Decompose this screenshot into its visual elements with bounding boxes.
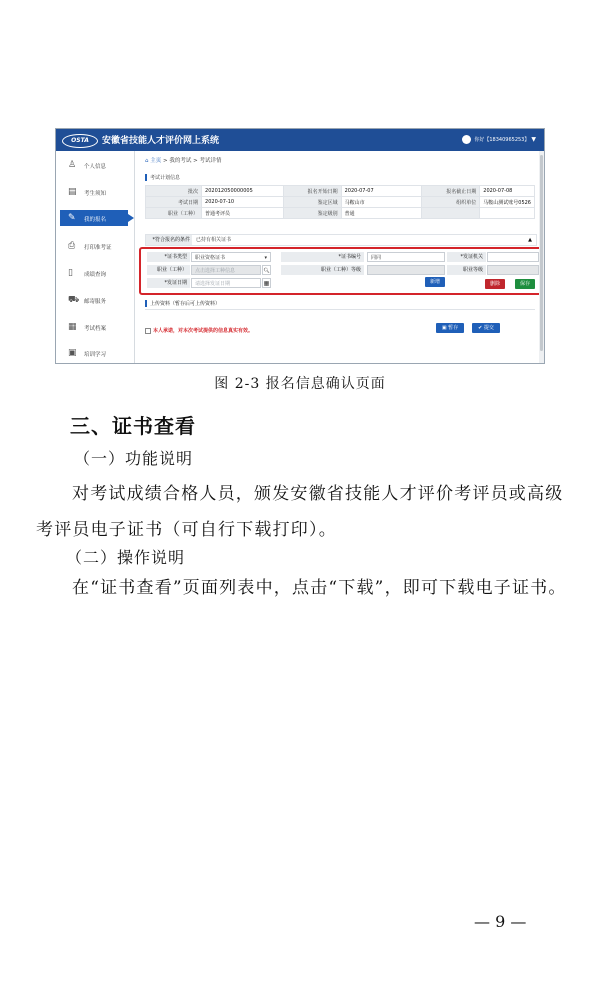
screenshot-frame xyxy=(55,128,545,364)
table-key: 报名截止日期 xyxy=(422,186,480,197)
breadcrumb: ⌂ 主页 > 我的考试 > 考试详情 xyxy=(145,158,222,164)
table-row xyxy=(146,197,535,208)
cert-number-input[interactable]: 同同 xyxy=(367,252,445,262)
breadcrumb-home[interactable]: 主页 xyxy=(150,158,162,164)
main-content xyxy=(135,151,544,363)
table-key: 组织单位 xyxy=(422,197,480,208)
user-avatar-icon xyxy=(462,135,471,144)
chevron-down-icon: ▲ xyxy=(528,237,532,243)
training-icon: ▣ xyxy=(68,348,77,358)
sidebar-item-archive[interactable] xyxy=(56,319,130,335)
submit-button[interactable] xyxy=(472,323,500,333)
promise-statement[interactable] xyxy=(145,327,253,334)
table-value: 2020-07-10 xyxy=(202,197,284,208)
cert-type-select[interactable] xyxy=(191,252,271,262)
table-value xyxy=(480,208,535,219)
temp-save-button[interactable] xyxy=(436,323,464,333)
subheading-function: （一）功能说明 xyxy=(74,449,194,468)
user-icon: ♙ xyxy=(68,160,77,170)
condition-select[interactable] xyxy=(145,234,537,246)
cert-number-label: *证书编号 xyxy=(281,252,364,262)
sidebar-item-label: 考生须知 xyxy=(84,191,107,197)
delete-button[interactable]: 删除 xyxy=(485,279,505,289)
table-value: 普通考评员 xyxy=(202,208,284,219)
job-level-label: 职业（工种）等级 xyxy=(281,265,364,275)
archive-icon: ▦ xyxy=(68,322,77,332)
grade-label: 职业等级 xyxy=(447,265,486,275)
sidebar-item-print-ticket[interactable] xyxy=(56,238,130,254)
home-icon: ⌂ xyxy=(145,158,151,164)
sidebar-item-label: 考试档案 xyxy=(84,326,107,332)
breadcrumb-my-exam[interactable]: 我的考试 xyxy=(169,158,192,164)
cert-issuer-label: *发证机关 xyxy=(447,252,486,262)
upload-section-title: 上传资料（暂存后可上传资料） xyxy=(145,300,540,307)
table-key: 职业（工种） xyxy=(146,208,202,219)
table-row xyxy=(146,208,535,219)
table-value: 202012050000005 xyxy=(202,186,284,197)
sidebar-item-label: 成绩查询 xyxy=(84,272,107,278)
sidebar-item-label: 个人信息 xyxy=(84,164,107,170)
sidebar-item-mail[interactable] xyxy=(56,292,130,308)
save-icon: ▣ xyxy=(441,325,449,331)
sidebar-item-label: 我的报名 xyxy=(84,217,107,223)
checkbox[interactable] xyxy=(145,328,151,334)
osta-logo: OSTA xyxy=(62,134,98,148)
issue-date-label: *发证日期 xyxy=(147,278,190,288)
app-title: 安徽省技能人才评价网上系统 xyxy=(102,136,220,146)
condition-label: *符合报名的条件 xyxy=(146,235,192,245)
sidebar-item-label: 打印准考证 xyxy=(84,245,112,251)
promise-text: 本人承诺，对本次考试提供的信息真实有效。 xyxy=(153,328,254,334)
job-placeholder: 点击选择工种信息 xyxy=(195,268,236,274)
divider xyxy=(145,309,535,310)
condition-value: 已持有相关证书 xyxy=(196,237,232,243)
subheading-operation: （二）操作说明 xyxy=(66,548,186,567)
sidebar-item-notice[interactable] xyxy=(56,184,130,200)
cert-issuer-input[interactable] xyxy=(487,252,539,262)
grade-input[interactable] xyxy=(487,265,539,275)
job-level-input[interactable] xyxy=(367,265,445,275)
table-value: 2020-07-07 xyxy=(341,186,422,197)
table-key: 考试日期 xyxy=(146,197,202,208)
figure-caption: 图 2-3 报名信息确认页面 xyxy=(214,376,386,392)
job-select-input[interactable] xyxy=(191,265,261,275)
table-key: 鉴定级别 xyxy=(283,208,341,219)
add-button[interactable]: 新增 xyxy=(425,277,445,287)
table-value: 马鞍山测试账号0526 xyxy=(480,197,535,208)
exam-plan-table xyxy=(145,185,535,219)
table-row xyxy=(146,186,535,197)
sidebar-item-training[interactable] xyxy=(56,345,130,361)
table-key xyxy=(422,208,480,219)
calendar-icon[interactable]: ▦ xyxy=(263,280,270,287)
job-label: 职业（工种） xyxy=(147,265,190,275)
paragraph-function: 对考试成绩合格人员，颁发安徽省技能人才评价考评员或高级考评员电子证书（可自行下载打印）。 xyxy=(36,484,564,540)
cert-type-value: 职业资格证书 xyxy=(195,255,226,261)
page-number: — 9 — xyxy=(474,912,527,931)
table-value: 2020-07-08 xyxy=(480,186,535,197)
table-key: 报名开始日期 xyxy=(283,186,341,197)
paragraph-operation: 在“证书查看”页面列表中，点击“下载”，即可下载电子证书。 xyxy=(72,578,567,598)
issue-date-placeholder: 请选择发证日期 xyxy=(195,281,231,287)
search-icon[interactable]: 🔍︎ xyxy=(262,265,271,275)
sidebar-item-my-registration[interactable] xyxy=(60,210,128,226)
user-name: 你好【18340965253】 xyxy=(474,137,530,143)
check-icon: ✔ xyxy=(478,325,484,331)
scrollbar-thumb[interactable] xyxy=(540,155,543,351)
document-icon: ▯ xyxy=(68,268,73,278)
user-menu[interactable] xyxy=(462,135,536,144)
scrollbar[interactable] xyxy=(539,151,544,363)
table-key: 鉴定区域 xyxy=(283,197,341,208)
temp-save-label: 暂存 xyxy=(448,325,459,331)
table-value: 普通 xyxy=(341,208,422,219)
section-title-plan: 考试计划信息 xyxy=(145,174,180,181)
cert-type-label: *证书类型 xyxy=(147,252,190,262)
issue-date-input[interactable] xyxy=(191,278,261,288)
caret-down-icon: ▾ xyxy=(264,255,267,261)
app-header xyxy=(56,129,544,151)
sidebar xyxy=(56,151,135,363)
printer-icon: ⎙ xyxy=(68,241,76,251)
sidebar-item-label: 培训学习 xyxy=(84,352,107,358)
sidebar-item-label: 邮寄服务 xyxy=(84,299,107,305)
sidebar-item-scores[interactable] xyxy=(56,265,130,281)
caret-down-icon: ▼ xyxy=(531,136,536,143)
save-button[interactable]: 保存 xyxy=(515,279,535,289)
edit-icon: ✎ xyxy=(68,213,76,223)
certificate-form-highlight xyxy=(139,247,545,295)
submit-label: 提交 xyxy=(483,325,494,331)
notice-icon: ▤ xyxy=(68,187,77,197)
table-value: 马鞍山市 xyxy=(341,197,422,208)
section-heading: 三、证书查看 xyxy=(70,414,196,438)
table-key: 批次 xyxy=(146,186,202,197)
sidebar-item-profile[interactable] xyxy=(56,157,130,173)
truck-icon: ⛟ xyxy=(68,295,80,305)
breadcrumb-current: 考试详情 xyxy=(199,158,222,164)
